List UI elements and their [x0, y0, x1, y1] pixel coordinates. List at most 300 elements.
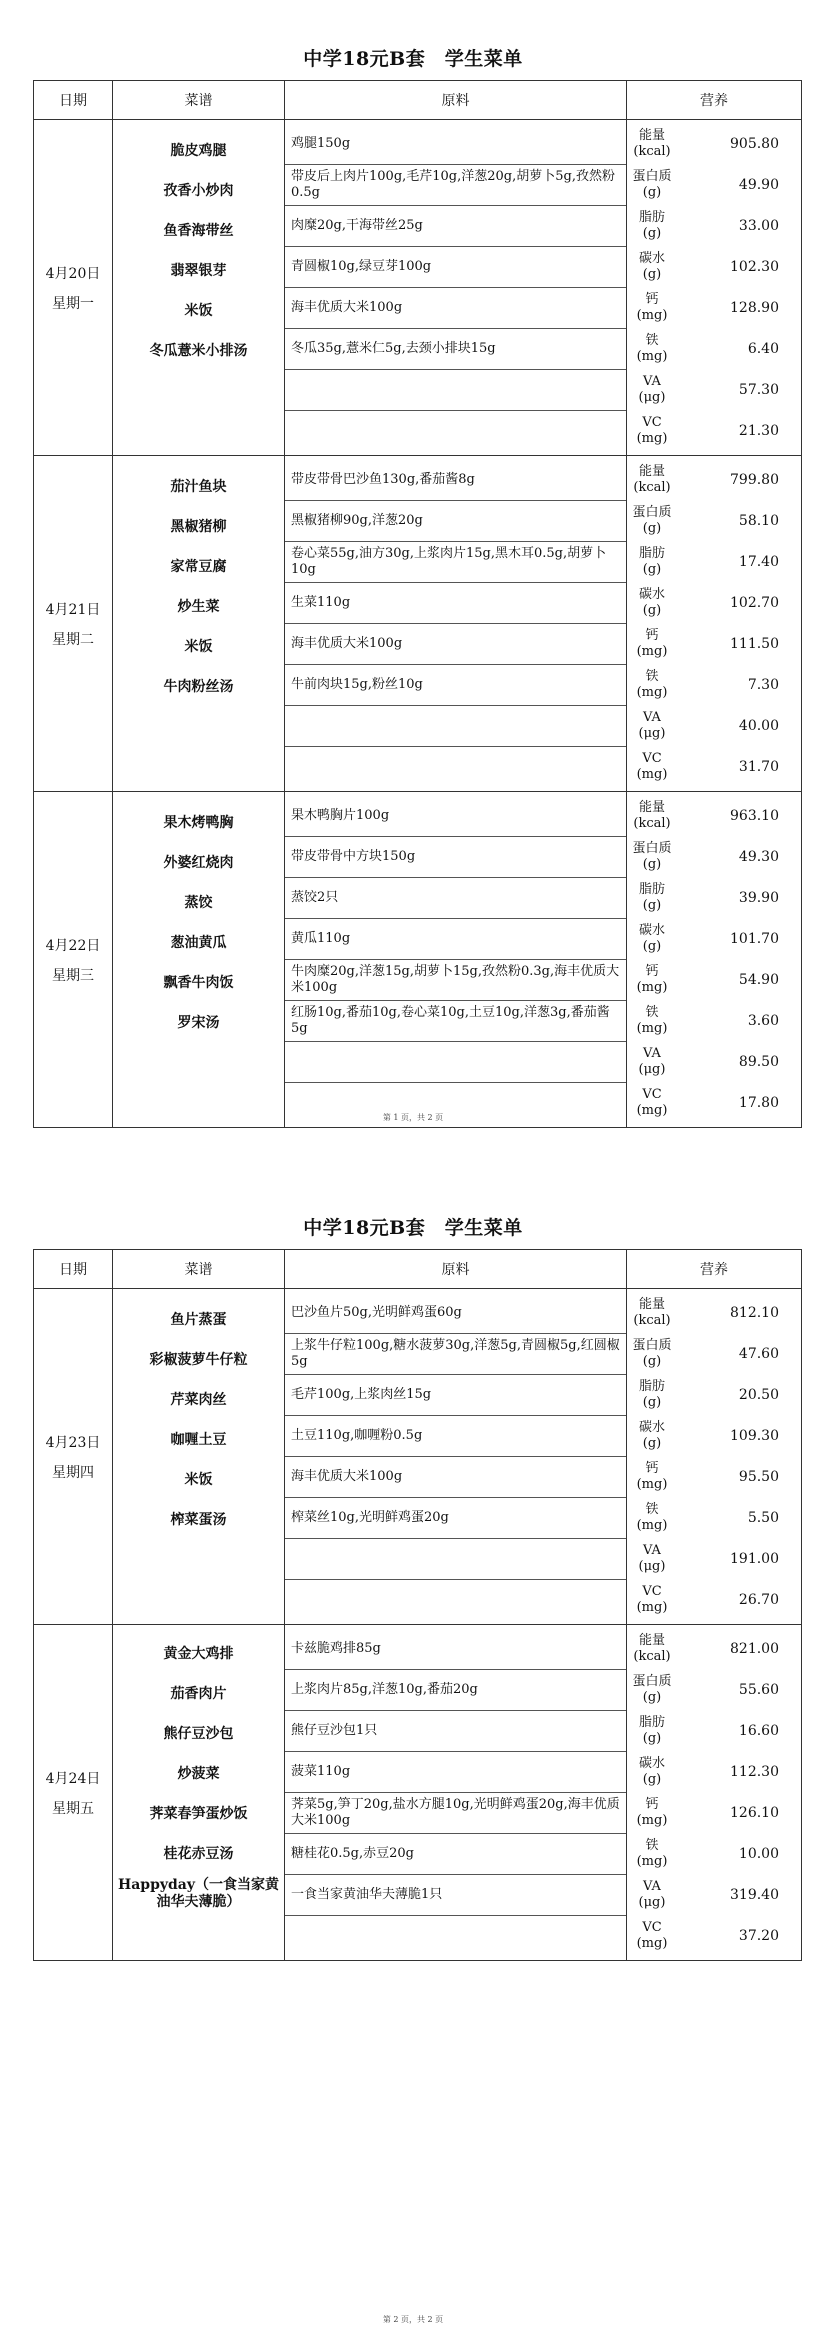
nutrient-name: 能量 [638, 1633, 665, 1648]
nutrient-name: VA [643, 1879, 661, 1894]
dish-name: 蒸饺 [184, 894, 213, 911]
day-weekday: 星期二 [52, 631, 94, 648]
nutrient-value: 6.40 [747, 341, 779, 357]
nutrition-item [627, 837, 801, 878]
nutrition-item [627, 1416, 801, 1457]
dish-name: 冬瓜薏米小排汤 [149, 342, 248, 359]
nutrient-unit: (mg) [636, 1103, 668, 1118]
header-dishes: 菜谱 [113, 81, 285, 120]
ingredient-line: 带皮带骨中方块150g [285, 837, 626, 878]
header-nutrition: 营养 [627, 1250, 802, 1289]
nutrition-item [627, 124, 801, 165]
nutrient-unit: (g) [642, 185, 662, 200]
ingredient-line [285, 1042, 626, 1083]
nutrient-unit: (mg) [636, 431, 668, 446]
nutrition-item [627, 1498, 801, 1539]
day-date-cell [34, 120, 113, 456]
nutrient-name: 脂肪 [638, 1715, 665, 1730]
nutrient-name: 蛋白质 [632, 841, 672, 856]
dish-name: 葱油黄瓜 [170, 934, 227, 951]
menu-page-2 [0, 1169, 826, 2338]
nutrient-value: 49.90 [738, 177, 779, 193]
nutrient-unit: (μg) [638, 1062, 666, 1077]
nutrient-value: 21.30 [738, 423, 779, 439]
nutrition-cell [627, 792, 802, 1128]
nutrient-label [627, 751, 673, 783]
nutrient-name: 能量 [638, 464, 665, 479]
nutrient-label [627, 1005, 673, 1037]
day-date: 4月22日 [45, 937, 101, 954]
nutrient-label [627, 292, 673, 324]
nutrient-value: 102.30 [730, 259, 779, 275]
day-weekday: 星期三 [52, 967, 94, 984]
dish-name: 黑椒猪柳 [170, 518, 227, 535]
header-ingredients: 原料 [285, 81, 627, 120]
ingredient-line: 生菜110g [285, 583, 626, 624]
nutrient-unit: (mg) [636, 1477, 668, 1492]
nutrient-label [627, 1633, 673, 1665]
dish-list-cell [113, 456, 285, 792]
nutrition-item [627, 1293, 801, 1334]
day-date: 4月20日 [45, 265, 101, 282]
nutrient-label [627, 1338, 673, 1370]
nutrition-cell [627, 456, 802, 792]
ingredient-line: 荠菜5g,笋丁20g,盐水方腿10g,光明鲜鸡蛋20g,海丰优质大米100g [285, 1793, 626, 1834]
nutrient-label [627, 923, 673, 955]
dish-name [113, 747, 284, 787]
dish-name [113, 707, 284, 747]
ingredient-line: 带皮后上肉片100g,毛芹10g,洋葱20g,胡萝卜5g,孜然粉0.5g [285, 165, 626, 206]
dish-name [113, 371, 284, 411]
ingredient-line [285, 747, 626, 788]
nutrient-value: 963.10 [730, 808, 779, 824]
nutrient-unit: (mg) [636, 308, 668, 323]
nutrient-label [627, 1420, 673, 1452]
ingredient-line: 熊仔豆沙包1只 [285, 1711, 626, 1752]
nutrient-unit: (mg) [636, 349, 668, 364]
nutrition-item [627, 1580, 801, 1621]
ingredient-list-cell [285, 1289, 627, 1625]
day-row [34, 792, 802, 1128]
nutrient-unit: (kcal) [633, 816, 671, 831]
ingredient-line: 上浆肉片85g,洋葱10g,番茄20g [285, 1670, 626, 1711]
nutrient-value: 799.80 [730, 472, 779, 488]
nutrient-label [627, 587, 673, 619]
page-title: 中学18元B套 学生菜单 [303, 48, 523, 70]
dish-name: 荠菜春笋蛋炒饭 [149, 1806, 248, 1822]
ingredient-line: 青圆椒10g,绿豆芽100g [285, 247, 626, 288]
nutrient-unit: (g) [642, 521, 662, 536]
nutrient-value: 905.80 [730, 136, 779, 152]
nutrient-unit: (kcal) [633, 1649, 671, 1664]
nutrient-label [627, 1502, 673, 1534]
nutrient-unit: (μg) [638, 726, 666, 741]
nutrient-value: 128.90 [730, 300, 779, 316]
nutrient-value: 821.00 [730, 1641, 779, 1657]
dish-name: 熊仔豆沙包 [163, 1726, 234, 1742]
nutrition-item [627, 1539, 801, 1580]
ingredient-list-cell [285, 120, 627, 456]
nutrition-item [627, 919, 801, 960]
nutrient-unit: (g) [642, 1690, 662, 1705]
day-date-cell [34, 792, 113, 1128]
header-nutrition: 营养 [627, 81, 802, 120]
nutrient-label [627, 1879, 673, 1911]
nutrient-name: VA [643, 1046, 661, 1061]
nutrient-value: 89.50 [738, 1054, 779, 1070]
nutrient-unit: (g) [642, 939, 662, 954]
ingredient-line: 糖桂花0.5g,赤豆20g [285, 1834, 626, 1875]
ingredient-line: 带皮带骨巴沙鱼130g,番茄酱8g [285, 460, 626, 501]
nutrient-label [627, 841, 673, 873]
nutrient-name: 碳水 [638, 923, 665, 938]
nutrition-item [627, 796, 801, 837]
nutrition-item [627, 501, 801, 542]
ingredient-list-cell [285, 792, 627, 1128]
ingredient-line: 海丰优质大米100g [285, 288, 626, 329]
header-date: 日期 [34, 81, 113, 120]
nutrient-label [627, 1756, 673, 1788]
nutrient-label [627, 628, 673, 660]
nutrient-name: 钙 [645, 628, 659, 643]
nutrient-label [627, 464, 673, 496]
nutrient-value: 17.40 [738, 554, 779, 570]
ingredient-line: 上浆牛仔粒100g,糖水菠萝30g,洋葱5g,青圆椒5g,红圆椒5g [285, 1334, 626, 1375]
nutrient-unit: (mg) [636, 767, 668, 782]
nutrient-unit: (kcal) [633, 144, 671, 159]
nutrient-value: 54.90 [738, 972, 779, 988]
ingredient-list-cell [285, 1625, 627, 1961]
day-date: 4月24日 [45, 1770, 101, 1787]
page-title: 中学18元B套 学生菜单 [303, 1217, 523, 1239]
nutrient-name: 碳水 [638, 251, 665, 266]
nutrient-unit: (g) [642, 603, 662, 618]
nutrient-value: 5.50 [747, 1510, 779, 1526]
nutrient-value: 55.60 [738, 1682, 779, 1698]
dish-name: 茄香肉片 [170, 1686, 227, 1702]
ingredient-list-cell [285, 456, 627, 792]
header-date: 日期 [34, 1250, 113, 1289]
nutrition-item [627, 960, 801, 1001]
ingredient-line: 牛肉糜20g,洋葱15g,胡萝卜15g,孜然粉0.3g,海丰优质大米100g [285, 960, 626, 1001]
nutrient-label [627, 1715, 673, 1747]
nutrient-unit: (mg) [636, 1518, 668, 1533]
nutrient-name: 蛋白质 [632, 1338, 672, 1353]
dish-name: 芹菜肉丝 [170, 1391, 227, 1408]
day-row [34, 1289, 802, 1625]
nutrition-item [627, 542, 801, 583]
nutrient-unit: (kcal) [633, 480, 671, 495]
nutrient-unit: (mg) [636, 1600, 668, 1615]
nutrient-label [627, 210, 673, 242]
nutrient-value: 58.10 [738, 513, 779, 529]
table-header-row [34, 1250, 802, 1289]
nutrition-item [627, 247, 801, 288]
ingredient-line [285, 706, 626, 747]
nutrient-label [627, 964, 673, 996]
nutrient-name: VC [642, 1920, 662, 1935]
nutrient-name: 能量 [638, 1297, 665, 1312]
nutrient-unit: (g) [642, 1354, 662, 1369]
day-date: 4月21日 [45, 601, 101, 618]
nutrient-unit: (g) [642, 226, 662, 241]
dish-list-cell [113, 792, 285, 1128]
nutrient-value: 39.90 [738, 890, 779, 906]
nutrient-label [627, 1543, 673, 1575]
nutrition-item [627, 583, 801, 624]
nutrient-value: 3.60 [747, 1013, 779, 1029]
nutrient-label [627, 669, 673, 701]
nutrient-name: 碳水 [638, 587, 665, 602]
ingredient-line: 卡兹脆鸡排85g [285, 1629, 626, 1670]
nutrient-unit: (μg) [638, 390, 666, 405]
nutrient-value: 33.00 [738, 218, 779, 234]
dish-list-cell [113, 1289, 285, 1625]
ingredient-line: 果木鸭胸片100g [285, 796, 626, 837]
dish-name [113, 411, 284, 451]
header-ingredients: 原料 [285, 1250, 627, 1289]
page-footer: 第 2 页，共 2 页 [382, 2315, 444, 2324]
nutrient-unit: (g) [642, 1772, 662, 1787]
nutrient-name: 铁 [645, 1502, 659, 1517]
nutrient-value: 17.80 [738, 1095, 779, 1111]
nutrition-item [627, 1916, 801, 1957]
header-dishes: 菜谱 [113, 1250, 285, 1289]
nutrient-value: 112.30 [730, 1764, 779, 1780]
nutrition-item [627, 1711, 801, 1752]
ingredient-line: 海丰优质大米100g [285, 624, 626, 665]
nutrient-unit: (μg) [638, 1559, 666, 1574]
nutrient-value: 7.30 [747, 677, 779, 693]
dish-name: 鱼片蒸蛋 [170, 1311, 227, 1328]
nutrient-name: 铁 [645, 1005, 659, 1020]
nutrient-unit: (g) [642, 1436, 662, 1451]
nutrition-item [627, 1834, 801, 1875]
dish-name: 脆皮鸡腿 [170, 142, 227, 159]
dish-name: 炒菠菜 [177, 1766, 220, 1782]
nutrient-label [627, 251, 673, 283]
ingredient-line: 菠菜110g [285, 1752, 626, 1793]
nutrient-name: 脂肪 [638, 210, 665, 225]
nutrient-name: 碳水 [638, 1420, 665, 1435]
day-weekday: 星期五 [52, 1800, 94, 1817]
dish-name: 罗宋汤 [177, 1014, 220, 1031]
nutrient-name: VA [643, 710, 661, 725]
nutrient-name: VA [643, 374, 661, 389]
nutrient-name: 碳水 [638, 1756, 665, 1771]
dish-name: 榨菜蛋汤 [170, 1511, 227, 1528]
nutrient-unit: (g) [642, 562, 662, 577]
nutrient-unit: (mg) [636, 1854, 668, 1869]
day-weekday: 星期四 [52, 1464, 94, 1481]
nutrient-name: 铁 [645, 333, 659, 348]
nutrition-item [627, 370, 801, 411]
nutrient-label [627, 1461, 673, 1493]
dish-list-cell [113, 120, 285, 456]
day-date-cell [34, 1289, 113, 1625]
menu-table [33, 80, 802, 1128]
nutrition-item [627, 878, 801, 919]
nutrient-label [627, 710, 673, 742]
nutrient-unit: (mg) [636, 1021, 668, 1036]
nutrition-item [627, 1375, 801, 1416]
nutrient-name: 钙 [645, 1461, 659, 1476]
ingredient-line: 土豆110g,咖喱粉0.5g [285, 1416, 626, 1457]
nutrient-label [627, 1838, 673, 1870]
nutrient-name: 钙 [645, 1797, 659, 1812]
dish-name: 米饭 [184, 638, 213, 655]
nutrient-name: 能量 [638, 800, 665, 815]
ingredient-line: 卷心菜55g,油方30g,上浆肉片15g,黑木耳0.5g,胡萝卜10g [285, 542, 626, 583]
nutrient-name: 铁 [645, 1838, 659, 1853]
nutrition-item [627, 706, 801, 747]
nutrient-unit: (g) [642, 898, 662, 913]
ingredient-line [285, 1580, 626, 1621]
dish-name: 飘香牛肉饭 [163, 974, 234, 991]
ingredient-line: 冬瓜35g,薏米仁5g,去颈小排块15g [285, 329, 626, 370]
nutrient-unit: (μg) [638, 1895, 666, 1910]
page-footer: 第 1 页，共 2 页 [382, 1113, 444, 1122]
nutrient-value: 10.00 [738, 1846, 779, 1862]
nutrient-label [627, 1379, 673, 1411]
nutrition-item [627, 206, 801, 247]
dish-name: 果木烤鸭胸 [163, 814, 234, 831]
table-header-row [34, 81, 802, 120]
dish-name: Happyday（一食当家黄油华夫薄脆） [117, 1877, 279, 1910]
ingredient-line [285, 1539, 626, 1580]
nutrition-item [627, 1001, 801, 1042]
dish-name: 咖喱土豆 [170, 1431, 227, 1448]
day-row [34, 1625, 802, 1961]
day-date: 4月23日 [45, 1434, 101, 1451]
nutrient-unit: (g) [642, 1395, 662, 1410]
nutrient-value: 812.10 [730, 1305, 779, 1321]
nutrition-item [627, 1752, 801, 1793]
nutrient-label [627, 1920, 673, 1952]
nutrient-name: 蛋白质 [632, 1674, 672, 1689]
nutrient-value: 40.00 [738, 718, 779, 734]
dish-name: 米饭 [184, 302, 213, 319]
nutrient-name: VC [642, 1584, 662, 1599]
nutrient-unit: (mg) [636, 644, 668, 659]
nutrition-item [627, 747, 801, 788]
nutrient-label [627, 1046, 673, 1078]
dish-name: 牛肉粉丝汤 [163, 678, 234, 695]
dish-name: 黄金大鸡排 [163, 1646, 234, 1662]
nutrition-item [627, 165, 801, 206]
nutrient-value: 20.50 [738, 1387, 779, 1403]
dish-name: 家常豆腐 [170, 558, 227, 575]
nutrient-value: 101.70 [730, 931, 779, 947]
nutrient-name: VC [642, 1087, 662, 1102]
ingredient-line: 牛前肉块15g,粉丝10g [285, 665, 626, 706]
nutrition-item [627, 411, 801, 452]
ingredient-line [285, 370, 626, 411]
nutrient-label [627, 1584, 673, 1616]
nutrition-item [627, 1334, 801, 1375]
nutrient-value: 319.40 [730, 1887, 779, 1903]
nutrient-value: 95.50 [738, 1469, 779, 1485]
dish-name: 桂花赤豆汤 [163, 1846, 234, 1862]
nutrient-label [627, 415, 673, 447]
nutrient-label [627, 546, 673, 578]
ingredient-line: 榨菜丝10g,光明鲜鸡蛋20g [285, 1498, 626, 1539]
nutrition-item [627, 1457, 801, 1498]
nutrition-item [627, 1629, 801, 1670]
nutrient-unit: (mg) [636, 1813, 668, 1828]
dish-name: 彩椒菠萝牛仔粒 [149, 1351, 248, 1368]
nutrient-label [627, 333, 673, 365]
nutrient-name: 脂肪 [638, 882, 665, 897]
nutrition-item [627, 329, 801, 370]
ingredient-line: 蒸饺2只 [285, 878, 626, 919]
nutrient-label [627, 505, 673, 537]
nutrient-label [627, 882, 673, 914]
nutrient-name: 蛋白质 [632, 505, 672, 520]
nutrient-name: VA [643, 1543, 661, 1558]
dish-name: 米饭 [184, 1471, 213, 1488]
dish-name [113, 1917, 284, 1957]
nutrient-name: VC [642, 415, 662, 430]
menu-table [33, 1249, 802, 1961]
nutrient-value: 111.50 [730, 636, 779, 652]
nutrient-unit: (g) [642, 267, 662, 282]
nutrient-value: 191.00 [730, 1551, 779, 1567]
nutrient-name: 钙 [645, 292, 659, 307]
ingredient-line: 红肠10g,番茄10g,卷心菜10g,土豆10g,洋葱3g,番茄酱5g [285, 1001, 626, 1042]
nutrient-unit: (mg) [636, 685, 668, 700]
day-date-cell [34, 1625, 113, 1961]
ingredient-line: 鸡腿150g [285, 124, 626, 165]
nutrient-label [627, 1297, 673, 1329]
nutrient-label [627, 800, 673, 832]
nutrient-label [627, 1797, 673, 1829]
nutrition-item [627, 665, 801, 706]
dish-name: 翡翠银芽 [170, 262, 227, 279]
nutrient-value: 49.30 [738, 849, 779, 865]
ingredient-line [285, 411, 626, 452]
nutrient-unit: (mg) [636, 980, 668, 995]
nutrient-label [627, 1674, 673, 1706]
nutrition-item [627, 624, 801, 665]
nutrition-cell [627, 120, 802, 456]
dish-name: 鱼香海带丝 [163, 222, 234, 239]
nutrient-value: 47.60 [738, 1346, 779, 1362]
dish-name [113, 1540, 284, 1580]
nutrition-item [627, 288, 801, 329]
nutrition-item [627, 1875, 801, 1916]
dish-list-cell [113, 1625, 285, 1961]
nutrient-value: 37.20 [738, 1928, 779, 1944]
nutrition-cell [627, 1625, 802, 1961]
nutrient-label [627, 374, 673, 406]
dish-name: 炒生菜 [177, 598, 220, 615]
nutrient-value: 109.30 [730, 1428, 779, 1444]
nutrition-item [627, 1793, 801, 1834]
nutrient-unit: (kcal) [633, 1313, 671, 1328]
nutrient-name: 能量 [638, 128, 665, 143]
nutrient-value: 16.60 [738, 1723, 779, 1739]
nutrient-name: 脂肪 [638, 546, 665, 561]
nutrient-value: 26.70 [738, 1592, 779, 1608]
day-weekday: 星期一 [52, 295, 94, 312]
nutrition-item [627, 1670, 801, 1711]
nutrient-name: 蛋白质 [632, 169, 672, 184]
ingredient-line: 毛芹100g,上浆肉丝15g [285, 1375, 626, 1416]
nutrient-unit: (g) [642, 1731, 662, 1746]
dish-name: 茄汁鱼块 [170, 478, 227, 495]
ingredient-line [285, 1916, 626, 1957]
